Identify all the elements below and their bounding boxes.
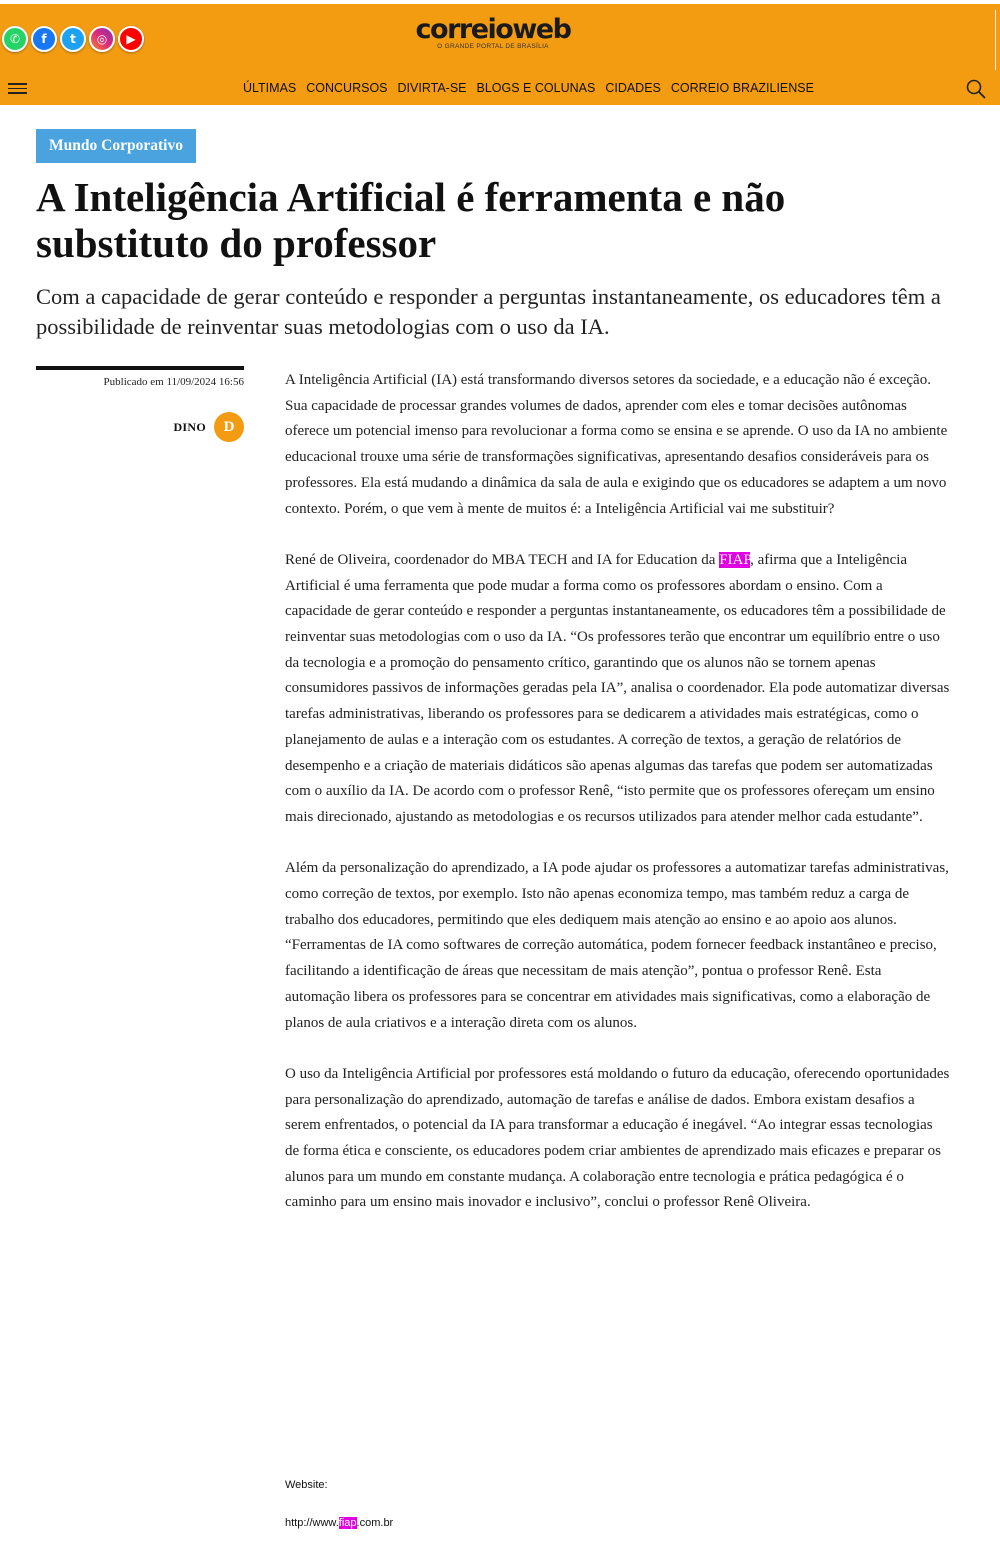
website-link[interactable] [285, 1517, 393, 1529]
main-nav [243, 81, 814, 95]
paragraph-2-start: René de Oliveira, coordenador do MBA TECH and IA for Education da [285, 551, 720, 568]
article-body [285, 368, 950, 1242]
published-date: Publicado em 11/09/2024 16:56 [103, 376, 244, 388]
paragraph-2-end: , afirma que a Inteligência Artificial é uma ferramenta que pode mudar a forma como os professores abordam o ensino. Com a capacidade de gerar conteúdo e responder a perguntas instantaneamente, os educadores têm a possibilidade de reinventar suas metodologias com o uso da IA. “Os professores terão que encontrar um equilíbrio entre o uso da tecnologia e a promoção do pensamento crítico, garantindo que os alunos não se tornem apenas consumidores passivos de informações geradas pela IA”, analisa o coordenador. Ela pode automatizar diversas tarefas administrativas, liberando os professores para se dedicarem a atividades mais estratégicas, como o planejamento de aulas e a interação com os estudantes. A correção de textos, a geração de relatórios de desempenho e a criação de materiais didáticos são apenas algumas das tarefas que podem ser automatizadas com o auxílio da IA. De acordo com o professor Renê, “isto permite que os professores ofereçam um ensino mais direcionado, ajustando as metodologias e os recursos utilizados para atender melhor cada estudante”. [285, 551, 950, 825]
author-block[interactable] [150, 412, 244, 442]
logo-tagline: O GRANDE PORTAL DE BRASÍLIA [437, 43, 549, 50]
nav-item-correio-braziliense[interactable]: CORREIO BRAZILIENSE [670, 81, 814, 95]
menu-icon[interactable] [8, 83, 27, 95]
paragraph-1: A Inteligência Artificial (IA) está transformando diversos setores da sociedade, e a educação não é exceção. Sua capacidade de processar grandes volumes de dados, aprender com eles e tomar decisões autônomas oferece um potencial imenso para revolucionar a forma como se ensina e se aprende. O uso da IA no ambiente educacional trouxe uma série de transformações significativas, apresentando desafios consideráveis para os professores. Ela está mudando a dinâmica da sala de aula e exigindo que os educadores se adaptem a um novo contexto. Porém, o que vem à mente de muitos é: a Inteligência Artificial vai me substituir? [285, 372, 948, 517]
meta-divider [36, 366, 244, 370]
paragraph-2 [285, 548, 950, 831]
twitter-icon[interactable]: t [60, 26, 86, 52]
website-label: Website: [285, 1479, 328, 1491]
author-avatar: D [214, 412, 244, 442]
nav-item-divirta-se[interactable]: DIVIRTA-SE [397, 81, 467, 95]
instagram-icon[interactable]: ◎ [89, 26, 115, 52]
fiap-highlight[interactable]: FIAP [719, 551, 751, 568]
author-name: DINO [173, 419, 206, 434]
category-badge[interactable]: Mundo Corporativo [36, 129, 196, 163]
site-logo[interactable] [412, 15, 574, 50]
nav-item-cidades[interactable]: CIDADES [605, 81, 661, 95]
paragraph-4: O uso da Inteligência Artificial por professores está moldando o futuro da educação, oferecendo oportunidades para personalização do aprendizado, automação de tarefas e análise de dados. Embora existam desafios a serem enfrentados, o potencial da IA para transformar a educação é inegável. “Ao integrar essas tecnologias de forma ética e consciente, os educadores podem criar ambientes de aprendizado mais eficazes e preparar os alunos para um mundo em constante mudança. A colaboração entre tecnologia e prática pedagógica é o caminho para um ensino mais inovador e inclusivo”, conclui o professor Renê Oliveira. [285, 1065, 950, 1211]
paragraph-3: Além da personalização do aprendizado, a IA pode ajudar os professores a automatizar tarefas administrativas, como correção de textos, por exemplo. Isto não apenas economiza tempo, mas também reduz a carga de trabalho dos educadores, permitindo que eles dediquem mais atenção ao ensino e ao apoio aos alunos. “Ferramentas de IA como softwares de correção automática, podem fornecer feedback instantâneo e preciso, facilitando a identificação de áreas que necessitam de mais atenção”, pontua o professor Renê. Esta automação libera os professores para se concentrar em atividades mais significativas, como a elaboração de planos de aula criativos e a interação direta com os alunos. [285, 860, 949, 1031]
nav-item-ultimas[interactable]: ÚLTIMAS [243, 81, 297, 95]
nav-item-concursos[interactable]: CONCURSOS [306, 81, 388, 95]
whatsapp-icon[interactable]: ✆ [2, 26, 28, 52]
facebook-icon[interactable]: f [31, 26, 57, 52]
youtube-icon[interactable]: ▶ [118, 26, 144, 52]
search-icon[interactable] [966, 79, 986, 99]
article-title: A Inteligência Artificial é ferramenta e não substituto do professor [36, 174, 786, 266]
url-highlight: fiap [338, 1517, 357, 1529]
url-start: http://www. [285, 1517, 339, 1529]
header-divider [995, 10, 996, 70]
url-end: .com.br [356, 1517, 394, 1529]
site-header [0, 0, 1000, 105]
article-subtitle: Com a capacidade de gerar conteúdo e responder a perguntas instantaneamente, os educadores têm a possibilidade de reinventar suas metodologias com o uso da IA. [36, 284, 941, 339]
logo-name: correioweb [415, 14, 571, 45]
nav-item-blogs-e-colunas[interactable]: BLOGS E COLUNAS [476, 81, 596, 95]
social-links [2, 26, 144, 52]
